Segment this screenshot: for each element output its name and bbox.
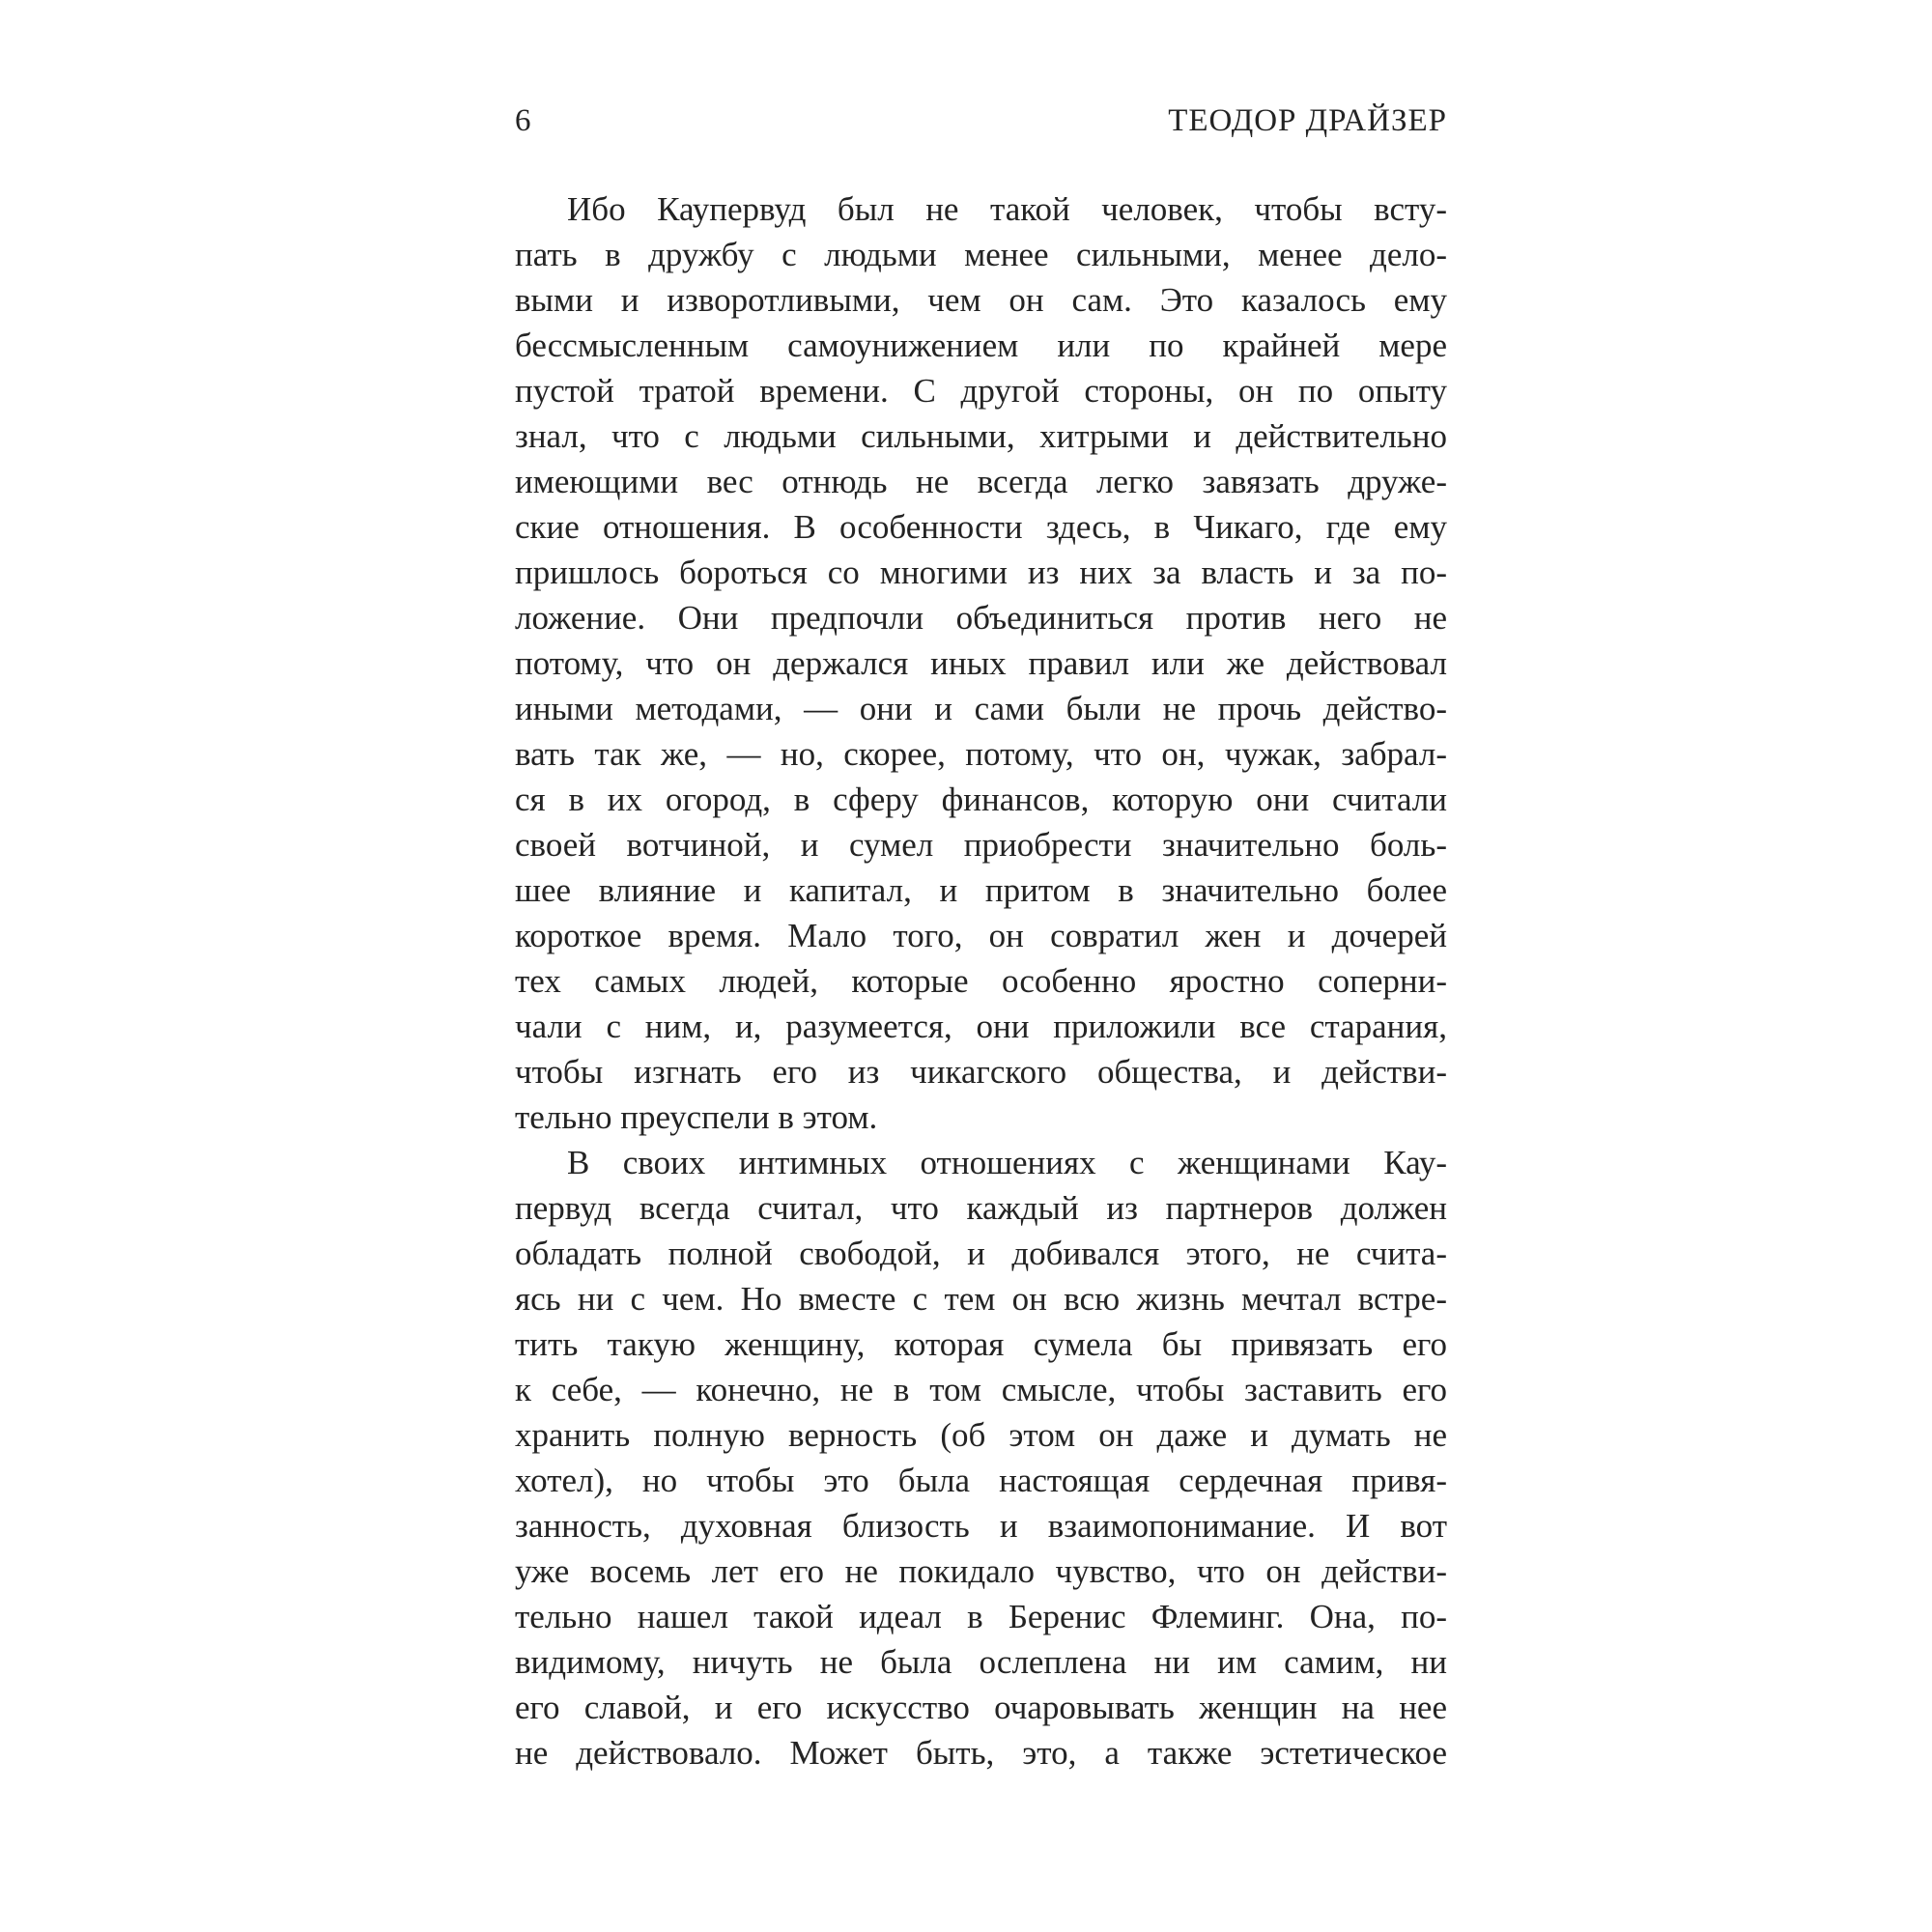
text-line: тельно преуспели в этом. <box>515 1098 878 1136</box>
text-line: короткое время. Мало того, он совратил жен и дочерей <box>515 917 1447 954</box>
text-line: обладать полной свободой, и добивался этого, не счита- <box>515 1235 1447 1272</box>
text-line: знал, что с людьми сильными, хитрыми и действительно <box>515 417 1447 455</box>
text-line: потому, что он держался иных правил или же действовал <box>515 644 1447 682</box>
text-line: своей вотчиной, и сумел приобрести значительно боль- <box>515 826 1447 864</box>
book-page <box>515 92 1447 1776</box>
text-line: В своих интимных отношениях с женщинами Кау- <box>567 1144 1447 1181</box>
text-line: Ибо Каупервуд был не такой человек, чтобы всту- <box>567 190 1447 228</box>
text-line: пать в дружбу с людьми менее сильными, менее дело- <box>515 236 1447 273</box>
paragraph-1 <box>515 186 1447 1140</box>
text-line: выми и изворотливыми, чем он сам. Это казалось ему <box>515 281 1447 319</box>
text-line: чтобы изгнать его из чикагского общества, и действи- <box>515 1053 1447 1091</box>
text-line: ся в их огород, в сферу финансов, которую они считали <box>515 781 1447 818</box>
running-head <box>515 92 1447 150</box>
text-line: ложение. Они предпочли объединиться против него не <box>515 599 1447 637</box>
text-line: уже восемь лет его не покидало чувство, что он действи- <box>515 1552 1447 1590</box>
text-line: иными методами, — они и сами были не прочь действо- <box>515 690 1447 727</box>
text-line: хотел), но чтобы это была настоящая сердечная привя- <box>515 1462 1447 1499</box>
text-line: видимому, ничуть не была ослеплена ни им самим, ни <box>515 1643 1447 1681</box>
text-line: чали с ним, и, разумеется, они приложили все старания, <box>515 1008 1447 1045</box>
text-line: тельно нашел такой идеал в Беренис Флеминг. Она, по- <box>515 1598 1447 1635</box>
text-line: вать так же, — но, скорее, потому, что он, чужак, забрал- <box>515 735 1447 773</box>
text-line: бессмысленным самоунижением или по крайней мере <box>515 327 1447 364</box>
text-line: к себе, — конечно, не в том смысле, чтобы заставить его <box>515 1371 1447 1408</box>
text-line: шее влияние и капитал, и притом в значительно более <box>515 871 1447 909</box>
text-line: пустой тратой времени. С другой стороны, он по опыту <box>515 372 1447 410</box>
text-line: тех самых людей, которые особенно яростно соперни- <box>515 962 1447 1000</box>
text-line: тить такую женщину, которая сумела бы привязать его <box>515 1325 1447 1363</box>
page-number: 6 <box>515 103 531 138</box>
paragraph-2 <box>515 1140 1447 1776</box>
text-line: занность, духовная близость и взаимопонимание. И вот <box>515 1507 1447 1545</box>
running-title: ТЕОДОР ДРАЙЗЕР <box>1168 103 1447 138</box>
text-line: хранить полную верность (об этом он даже и думать не <box>515 1416 1447 1454</box>
text-line: ские отношения. В особенности здесь, в Чикаго, где ему <box>515 508 1447 546</box>
text-line: его славой, и его искусство очаровывать женщин на нее <box>515 1689 1447 1726</box>
body-text <box>515 186 1447 1776</box>
text-line: имеющими вес отнюдь не всегда легко завязать друже- <box>515 463 1447 500</box>
text-line: не действовало. Может быть, это, а также эстетическое <box>515 1734 1447 1772</box>
text-line: пришлось бороться со многими из них за власть и за по- <box>515 554 1447 591</box>
text-line: ясь ни с чем. Но вместе с тем он всю жизнь мечтал встре- <box>515 1280 1447 1318</box>
text-line: первуд всегда считал, что каждый из партнеров должен <box>515 1189 1447 1227</box>
